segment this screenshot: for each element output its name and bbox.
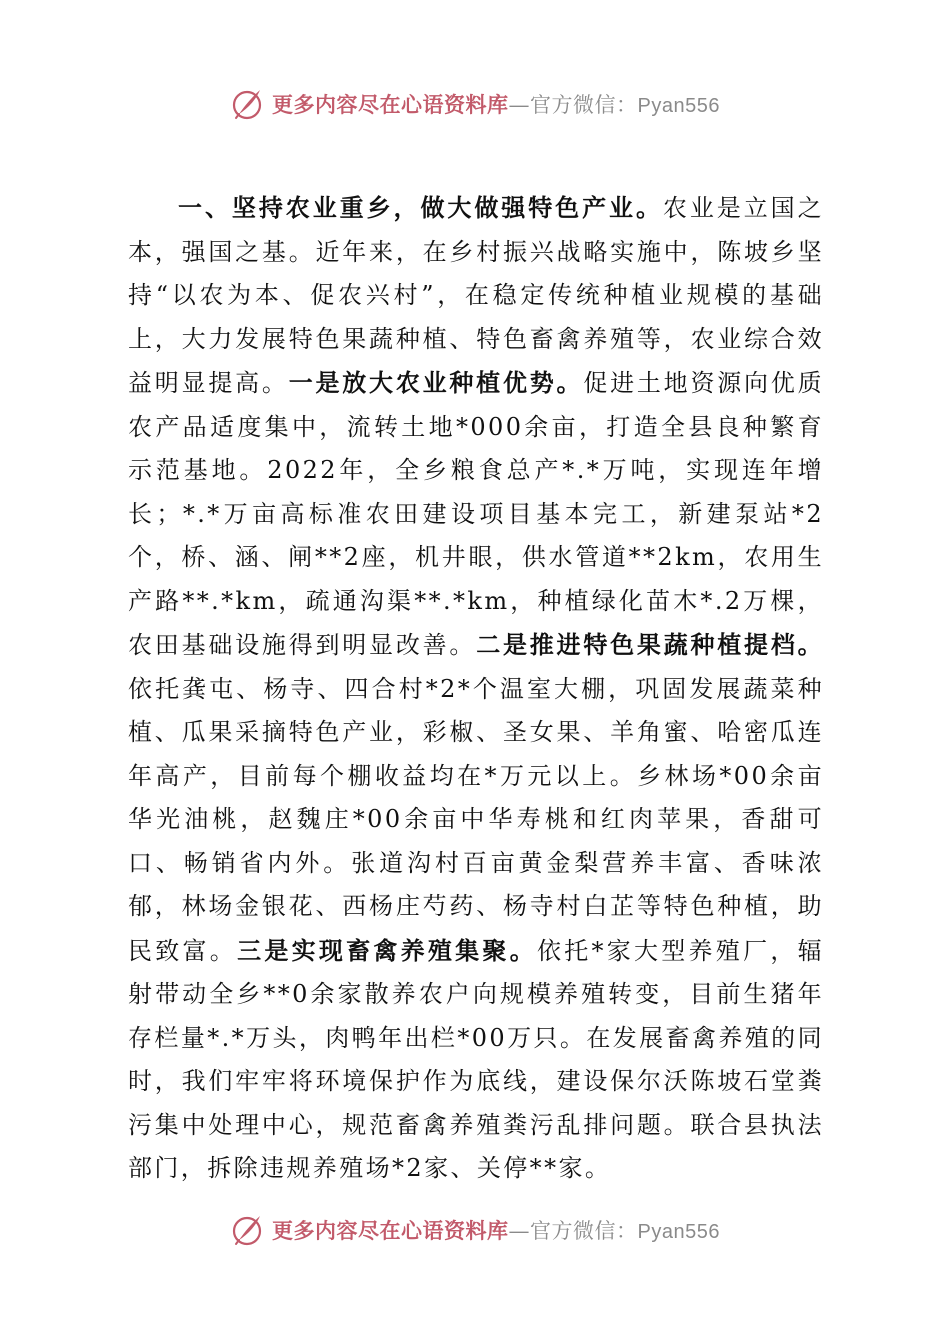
paragraph-text: 农业是立国之本，强国之基。近年来，在乡村振兴战略实施中，陈坡乡坚持“以农为本、促农兴村”，在稳定传统种植业规模的基础上，大力发展特色果蔬种植、特色畜禽养殖等，农业综合效益明显提高。 (128, 194, 824, 397)
banner-separator: — (508, 1219, 531, 1243)
banner-separator: — (508, 93, 531, 117)
header-banner (0, 82, 950, 126)
quill-pen-logo-icon (230, 87, 264, 121)
banner-main-text: 更多内容尽在心语资料库 (272, 92, 509, 117)
document-body (128, 186, 824, 1191)
footer-banner (0, 1208, 950, 1252)
section-heading: 一是放大农业种植优势。 (288, 368, 584, 397)
section-heading: 三是实现畜禽养殖集聚。 (237, 935, 537, 965)
quill-pen-logo-icon (230, 1213, 264, 1247)
paragraph-text: 促进土地资源向优质农产品适度集中，流转土地*000余亩，打造全县良种繁育示范基地。2022年，全乡粮食总产*.*万吨，实现连年增长；*.*万亩高标准农田建设项目基本完工，新建泵站*2个，桥、涵、闸**2座，机井眼，供水管道**2km，农用生产路**.*km，疏通沟渠**.*km，种植绿化苗木*.2万棵，农田基础设施得到明显改善。 (128, 369, 824, 659)
paragraph-text: 依托龚屯、杨寺、四合村*2*个温室大棚，巩固发展蔬菜种植、瓜果采摘特色产业，彩椒、圣女果、羊角蜜、哈密瓜连年高产，目前每个棚收益均在*万元以上。乡林场*00余亩华光油桃，赵魏庄*00余亩中华寿桃和红肉苹果，香甜可口、畅销省内外。张道沟村百亩黄金梨营养丰富、香味浓郁，林场金银花、西杨庄芍药、杨寺村白芷等特色种植，助民致富。 (128, 674, 824, 965)
banner-main-text: 更多内容尽在心语资料库 (272, 1218, 509, 1243)
section-heading: 一、坚持农业重乡，做大做强特色产业。 (178, 193, 663, 222)
banner-wechat-id: Pyan556 (637, 95, 720, 117)
section-heading: 二是推进特色果蔬种植提档。 (476, 630, 825, 659)
banner-wechat-id: Pyan556 (637, 1221, 720, 1243)
banner-label: 官方微信： (530, 1219, 638, 1243)
banner-label: 官方微信： (530, 93, 638, 117)
paragraph-text: 依托*家大型养殖厂，辐射带动全乡**0余家散养农户向规模养殖转变，目前生猪年存栏量*.*万头，肉鸭年出栏*00万只。在发展畜禽养殖的同时，我们牢牢将环境保护作为底线，建设保尔沃陈坡石堂粪污集中处理中心，规范畜禽养殖粪污乱排问题。联合县执法部门，拆除违规养殖场*2家、关停**家。 (128, 936, 824, 1182)
